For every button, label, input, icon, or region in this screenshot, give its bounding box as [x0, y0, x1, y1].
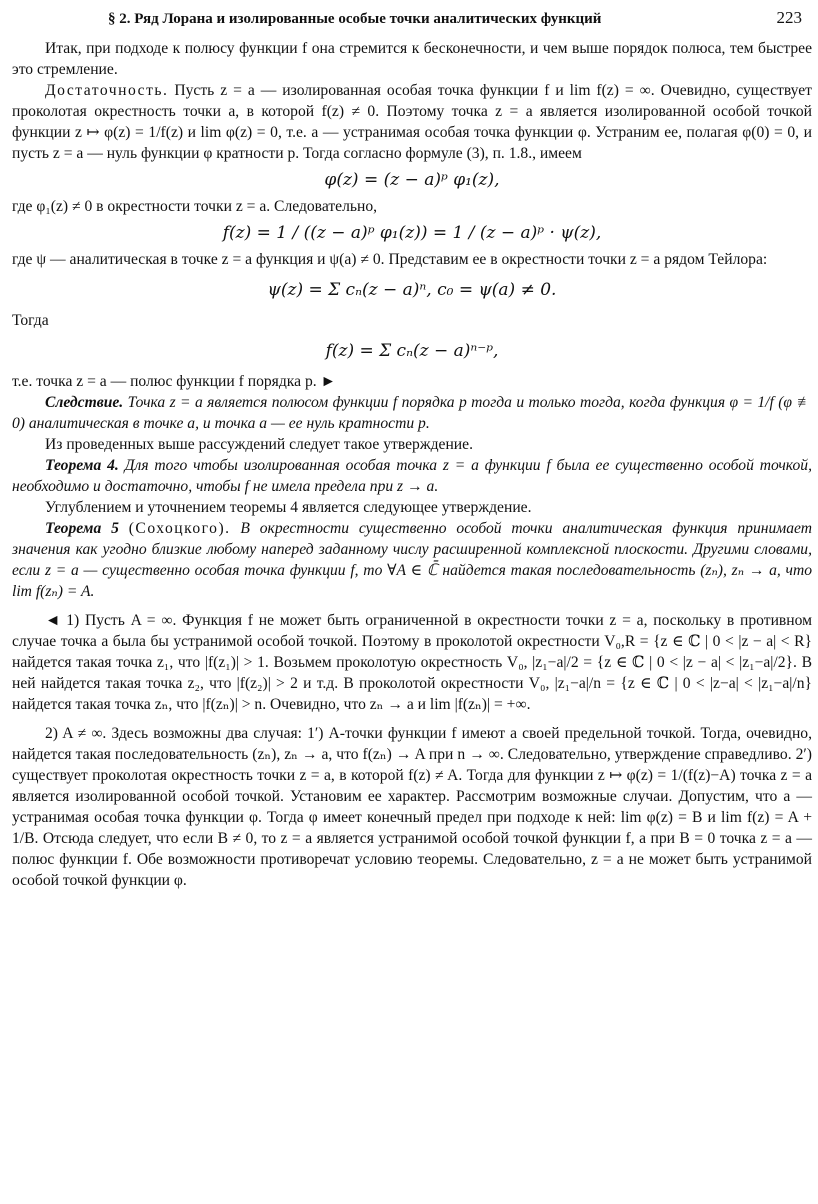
theorem-5-text: В окрестности существенно особой точки аналитическая функция принимает значения как угодно близкие любому наперед заданному числу расширенной комплексной плоскости. Другими словами, если z = a — существенно особая точка функции f, то ∀A ∈ ℂ̄ найдется такая последовательность (zₙ), zₙ → a, что lim f(zₙ) = A.: [12, 520, 813, 600]
page: [12, 8, 812, 891]
equation-3: ψ(z) = Σ cₙ(z − a)ⁿ, c₀ = ψ(a) ≠ 0.: [267, 280, 557, 300]
paragraph-6: т.е. точка z = a — полюс функции f порядка p. ►: [12, 373, 336, 390]
corollary: [12, 392, 812, 434]
theorem-4-label: Теорема 4.: [45, 457, 119, 474]
corollary-text: Точка z = a является полюсом функции f порядка p тогда и только тогда, когда функция φ = 1/f (φ ≢ 0) аналитическая в точке a, и точка a — ее нуль кратности p.: [12, 394, 812, 432]
corollary-label: Следствие.: [45, 394, 124, 411]
paragraph-4: где ψ — аналитическая в точке z = a функция и ψ(a) ≠ 0. Представим ее в окрестности точки z = a рядом Тейлора:: [12, 251, 768, 268]
paragraph-1: Итак, при подходе к полюсу функции f она стремится к бесконечности, и чем выше порядок полюса, тем быстрее это стремление.: [12, 40, 812, 78]
paragraph-7: Из проведенных выше рассуждений следует такое утверждение.: [45, 436, 473, 453]
sufficiency-label: Достаточность.: [45, 82, 169, 99]
sufficiency-text: Пусть z = a — изолированная особая точка функции f и lim f(z) = ∞. Очевидно, существует проколотая окрестность точки a, в которой f(z) ≠ 0. Поэтому точка z = a является изолированной особой точкой функции z ↦ φ(z) = 1/f(z) и lim φ(z) = 0, т.е. a — устранимая особая точка функции φ. Устраним ее, полагая φ(0) = 0, и пусть z = a — нуль функции φ кратности p. Тогда согласно формуле (3), п. 1.8., имеем: [12, 82, 812, 162]
proof-case-1: ◄ 1) Пусть A = ∞. Функция f не может быть ограниченной в окрестности точки z = a, поскольку в противном случае точка a была бы устранимой особой точкой. Поэтому в проколотой окрестности V₀,R = {z ∈ ℂ | 0 < |z − a| < R} найдется такая точка z₁, что |f(z₁)| > 1. Возьмем проколотую окрестность V₀, |z₁−a|/2 = {z ∈ ℂ | 0 < |z − a| < |z₁−a|/2}. В ней найдется такая точка z₂, что |f(z₂)| > 2 и т.д. В проколотой окрестности V₀, |z₁−a|/n = {z ∈ ℂ | 0 < |z−a| < |z₁−a|/n} найдется такая точка zₙ, что |f(zₙ)| > n. Очевидно, что zₙ → a и lim |f(zₙ)| = +∞.: [12, 612, 812, 713]
theorem-4: [12, 455, 812, 497]
equation-4: f(z) = Σ cₙ(z − a)ⁿ⁻ᵖ,: [325, 341, 499, 361]
page-number: 223: [776, 8, 802, 27]
theorem-4-text: Для того чтобы изолированная особая точка z = a функции f была ее существенно особой точкой, необходимо и достаточно, чтобы f не имела предела при z → a.: [12, 457, 812, 495]
page-header: [12, 8, 812, 28]
equation-1: φ(z) = (z − a)ᵖ φ₁(z),: [324, 170, 500, 190]
paragraph-3: где φ₁(z) ≠ 0 в окрестности точки z = a. Следовательно,: [12, 198, 378, 215]
theorem-5: [12, 518, 812, 602]
paragraph-8: Углублением и уточнением теоремы 4 является следующее утверждение.: [45, 499, 532, 516]
equation-2: f(z) = 1 / ((z − a)ᵖ φ₁(z)) = 1 / (z − a)ᵖ · ψ(z),: [222, 223, 602, 243]
theorem-5-author: (Сохоцкого).: [128, 520, 231, 537]
section-title: § 2. Ряд Лорана и изолированные особые точки аналитических функций: [108, 11, 602, 27]
paragraph-5: Тогда: [12, 312, 49, 329]
proof-case-2: 2) A ≠ ∞. Здесь возможны два случая: 1′) A-точки функции f имеют a своей предельной точкой. Тогда, очевидно, найдется такая последовательность (zₙ), zₙ → a, что f(zₙ) → A при n → ∞. Следовательно, утверждение справедливо. 2′) существует проколотая окрестность точки z = a, в которой f(z) ≠ A. Тогда для функции z ↦ φ(z) = 1/(f(z)−A) точка z = a является изолированной особой точкой. Установим ее характер. Рассмотрим возможные случаи. Допустим, что a — устранимая особая точка функции φ. Тогда φ имеет конечный предел при подходе к ней: lim φ(z) = B и lim f(z) = A + 1/B. Отсюда следует, что если B ≠ 0, то z = a является устранимой особой точкой функции f, а при B = 0 точка z = a — полюс функции f. Обе возможности противоречат условию теоремы. Следовательно, z = a не может быть устранимой особой точкой функции φ.: [12, 725, 812, 889]
theorem-5-label: Теорема 5: [45, 520, 119, 537]
paragraph-sufficiency: [12, 80, 812, 164]
